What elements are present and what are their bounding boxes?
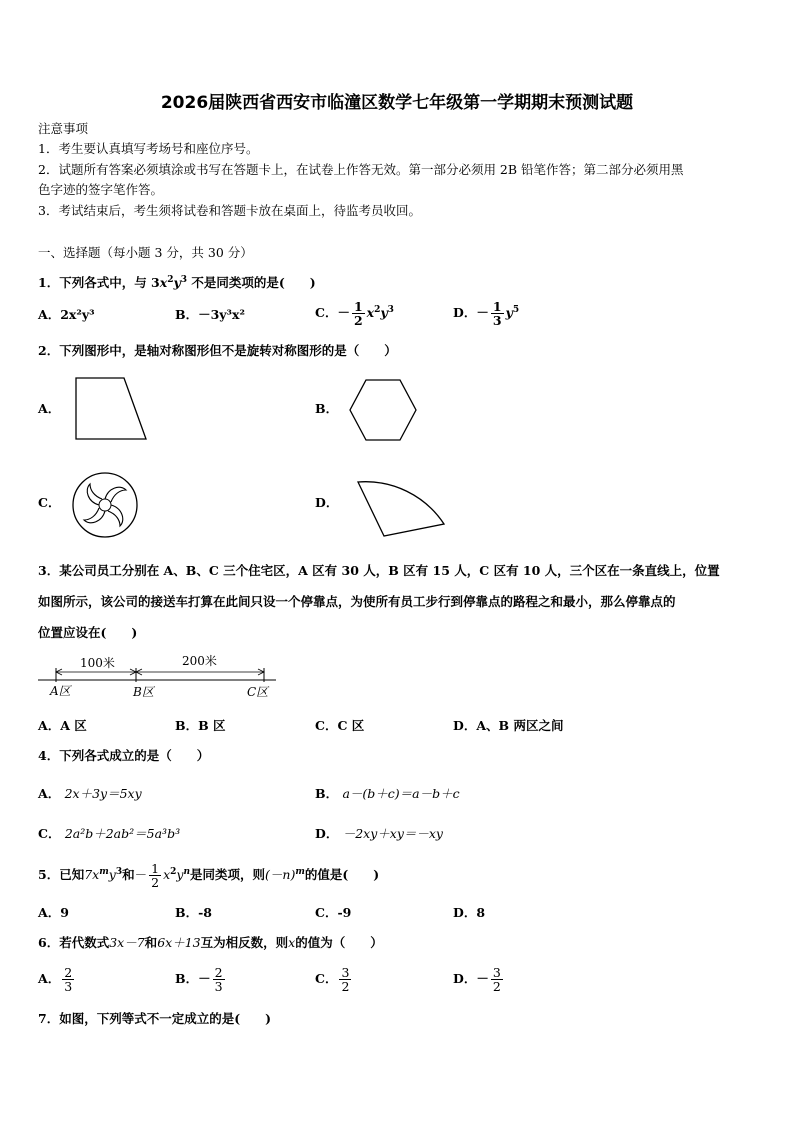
q6-end: 的值为（ ） xyxy=(295,935,383,950)
q6-expr1: 3x－7 xyxy=(109,935,145,950)
q4-option-b-label: B． xyxy=(315,786,339,801)
q2-option-a-label: A． xyxy=(38,401,61,416)
q2-option-d-label: D． xyxy=(315,495,339,510)
q4-option-c-expr: 2a²b＋2ab²＝5a³b³ xyxy=(64,826,181,841)
q5-option-d: D．8 xyxy=(453,905,486,920)
notice-item: 色字迹的签字笔作答。 xyxy=(38,182,164,197)
q3-option-d: D．A、B 两区之间 xyxy=(453,718,564,733)
q1-stem-a: 1．下列各式中，与 3 xyxy=(38,275,160,291)
q6-expr2: 6x＋13 xyxy=(157,935,201,950)
q1-option-a: A．2x²y³ xyxy=(38,307,95,322)
section-heading: 一、选择题（每小题 3 分，共 30 分） xyxy=(38,245,253,260)
q6-option-c-label: C． xyxy=(315,971,338,986)
q4-option-c xyxy=(38,825,180,843)
q2-option-b-label: B． xyxy=(315,401,339,416)
notice-item: 1．考生要认真填写考场号和座位序号。 xyxy=(38,141,259,156)
question-7-stem: 7．如图，下列等式不一定成立的是( ) xyxy=(38,1011,272,1026)
q6-option-a-label: A． xyxy=(38,971,61,986)
q1-option-c-label: C．－ xyxy=(315,305,350,320)
trapezoid-figure xyxy=(70,373,152,445)
question-4-stem: 4．下列各式成立的是（ ） xyxy=(38,748,210,763)
q6-option-d-label: D．－ xyxy=(453,971,489,986)
q5-mid: 和 xyxy=(122,867,135,882)
question-1-stem: 1．下列各式中，与 $3x^2y^3$ 不是同类项的是( ) xyxy=(38,275,316,291)
diagram-label-a: A区 xyxy=(50,684,71,698)
q6-tail: 互为相反数，则 xyxy=(200,935,289,950)
notice-item: 2．试题所有答案必须填涂或书写在答题卡上，在试卷上作答无效。第一部分必须用 2B 铅笔作答；第二部分必须用黑 xyxy=(38,162,684,177)
question-3-line: 位置应设在( ) xyxy=(38,625,138,640)
q4-option-b-expr: a－(b＋c)＝a－b＋c xyxy=(342,786,460,801)
q6-option-c: C． $\frac{3}{2}$ xyxy=(315,965,350,994)
q1-option-c: C．－ $\frac{1}{2}$ $x^2y^3$ xyxy=(315,299,394,328)
diagram-label-c: C区 xyxy=(247,685,269,699)
q1-option-d-label: D．－ xyxy=(453,305,489,320)
q4-option-d xyxy=(315,825,443,843)
q5-option-b: B．-8 xyxy=(175,905,212,920)
sector-figure xyxy=(354,470,448,540)
q6-stem-a: 6．若代数式 xyxy=(38,935,110,950)
q4-option-b xyxy=(315,785,460,803)
question-5-stem: 5．已知$7x^my^3$和－ $\frac{1}{2}$ $x^2y^n$是同类项，则$(-n)^m$的值是( ) xyxy=(38,861,380,890)
q6-var: x xyxy=(288,935,296,950)
q4-option-a-expr: 2x＋3y＝5xy xyxy=(64,786,142,801)
q4-option-a xyxy=(38,785,142,803)
q1-option-d: D．－ $\frac{1}{3}$ $y^5$ xyxy=(453,299,520,328)
page-title: 2026届陕西省西安市临潼区数学七年级第一学期期末预测试题 xyxy=(160,93,634,113)
q2-option-c-label: C． xyxy=(38,495,61,510)
q6-mid: 和 xyxy=(144,935,158,950)
q1-option-b: B．－3y³x² xyxy=(175,307,245,322)
distance-diagram xyxy=(36,652,282,700)
q3-option-a: A．A 区 xyxy=(38,718,87,733)
swirl-circle-figure xyxy=(70,470,140,540)
q4-option-a-label: A． xyxy=(38,786,61,801)
diagram-label-b: B区 xyxy=(133,685,154,699)
q1-stem-b: 不是同类项的是( ) xyxy=(191,275,316,291)
question-3-line: 如图所示，该公司的接送车打算在此间只设一个停靠点，为使所有员工步行到停靠点的路程之和最小，那么停靠点的 xyxy=(38,594,676,609)
question-6-stem xyxy=(38,934,383,952)
diagram-ab-distance: 100米 xyxy=(80,656,115,670)
diagram-bc-distance: 200米 xyxy=(182,654,217,668)
q6-option-b: B．－ $\frac{2}{3}$ xyxy=(175,965,223,994)
q5-end: 的值是( ) xyxy=(304,867,380,882)
notice-item: 3．考试结束后，考生须将试卷和答题卡放在桌面上，待监考员收回。 xyxy=(38,203,421,218)
q5-stem-a: 5．已知 xyxy=(38,867,85,882)
question-2-stem: 2．下列图形中，是轴对称图形但不是旋转对称图形的是（ ） xyxy=(38,343,397,358)
hexagon-figure xyxy=(348,378,418,442)
q6-option-d: D．－ $\frac{3}{2}$ xyxy=(453,965,501,994)
q5-tail: 是同类项，则 xyxy=(190,867,266,882)
q4-option-d-label: D． xyxy=(315,826,339,841)
q4-option-c-label: C． xyxy=(38,826,61,841)
q5-expr3: (－n) xyxy=(265,867,296,882)
q6-option-b-label: B．－ xyxy=(175,971,211,986)
question-3-line: 3．某公司员工分别在 A、B、C 三个住宅区，A 区有 30 人，B 区有 15 人，C 区有 10 人，三个区在一条直线上，位置 xyxy=(38,563,720,578)
notice-heading: 注意事项 xyxy=(38,121,89,136)
q6-option-a: A． $\frac{2}{3}$ xyxy=(38,965,73,994)
q3-option-b: B．B 区 xyxy=(175,718,226,733)
q5-option-c: C．-9 xyxy=(315,905,352,920)
q5-expr1: 7x xyxy=(84,867,100,882)
q5-option-a: A．9 xyxy=(38,905,69,920)
q3-option-c: C．C 区 xyxy=(315,718,365,733)
q4-option-d-expr: －2xy＋xy＝－xy xyxy=(342,826,443,841)
